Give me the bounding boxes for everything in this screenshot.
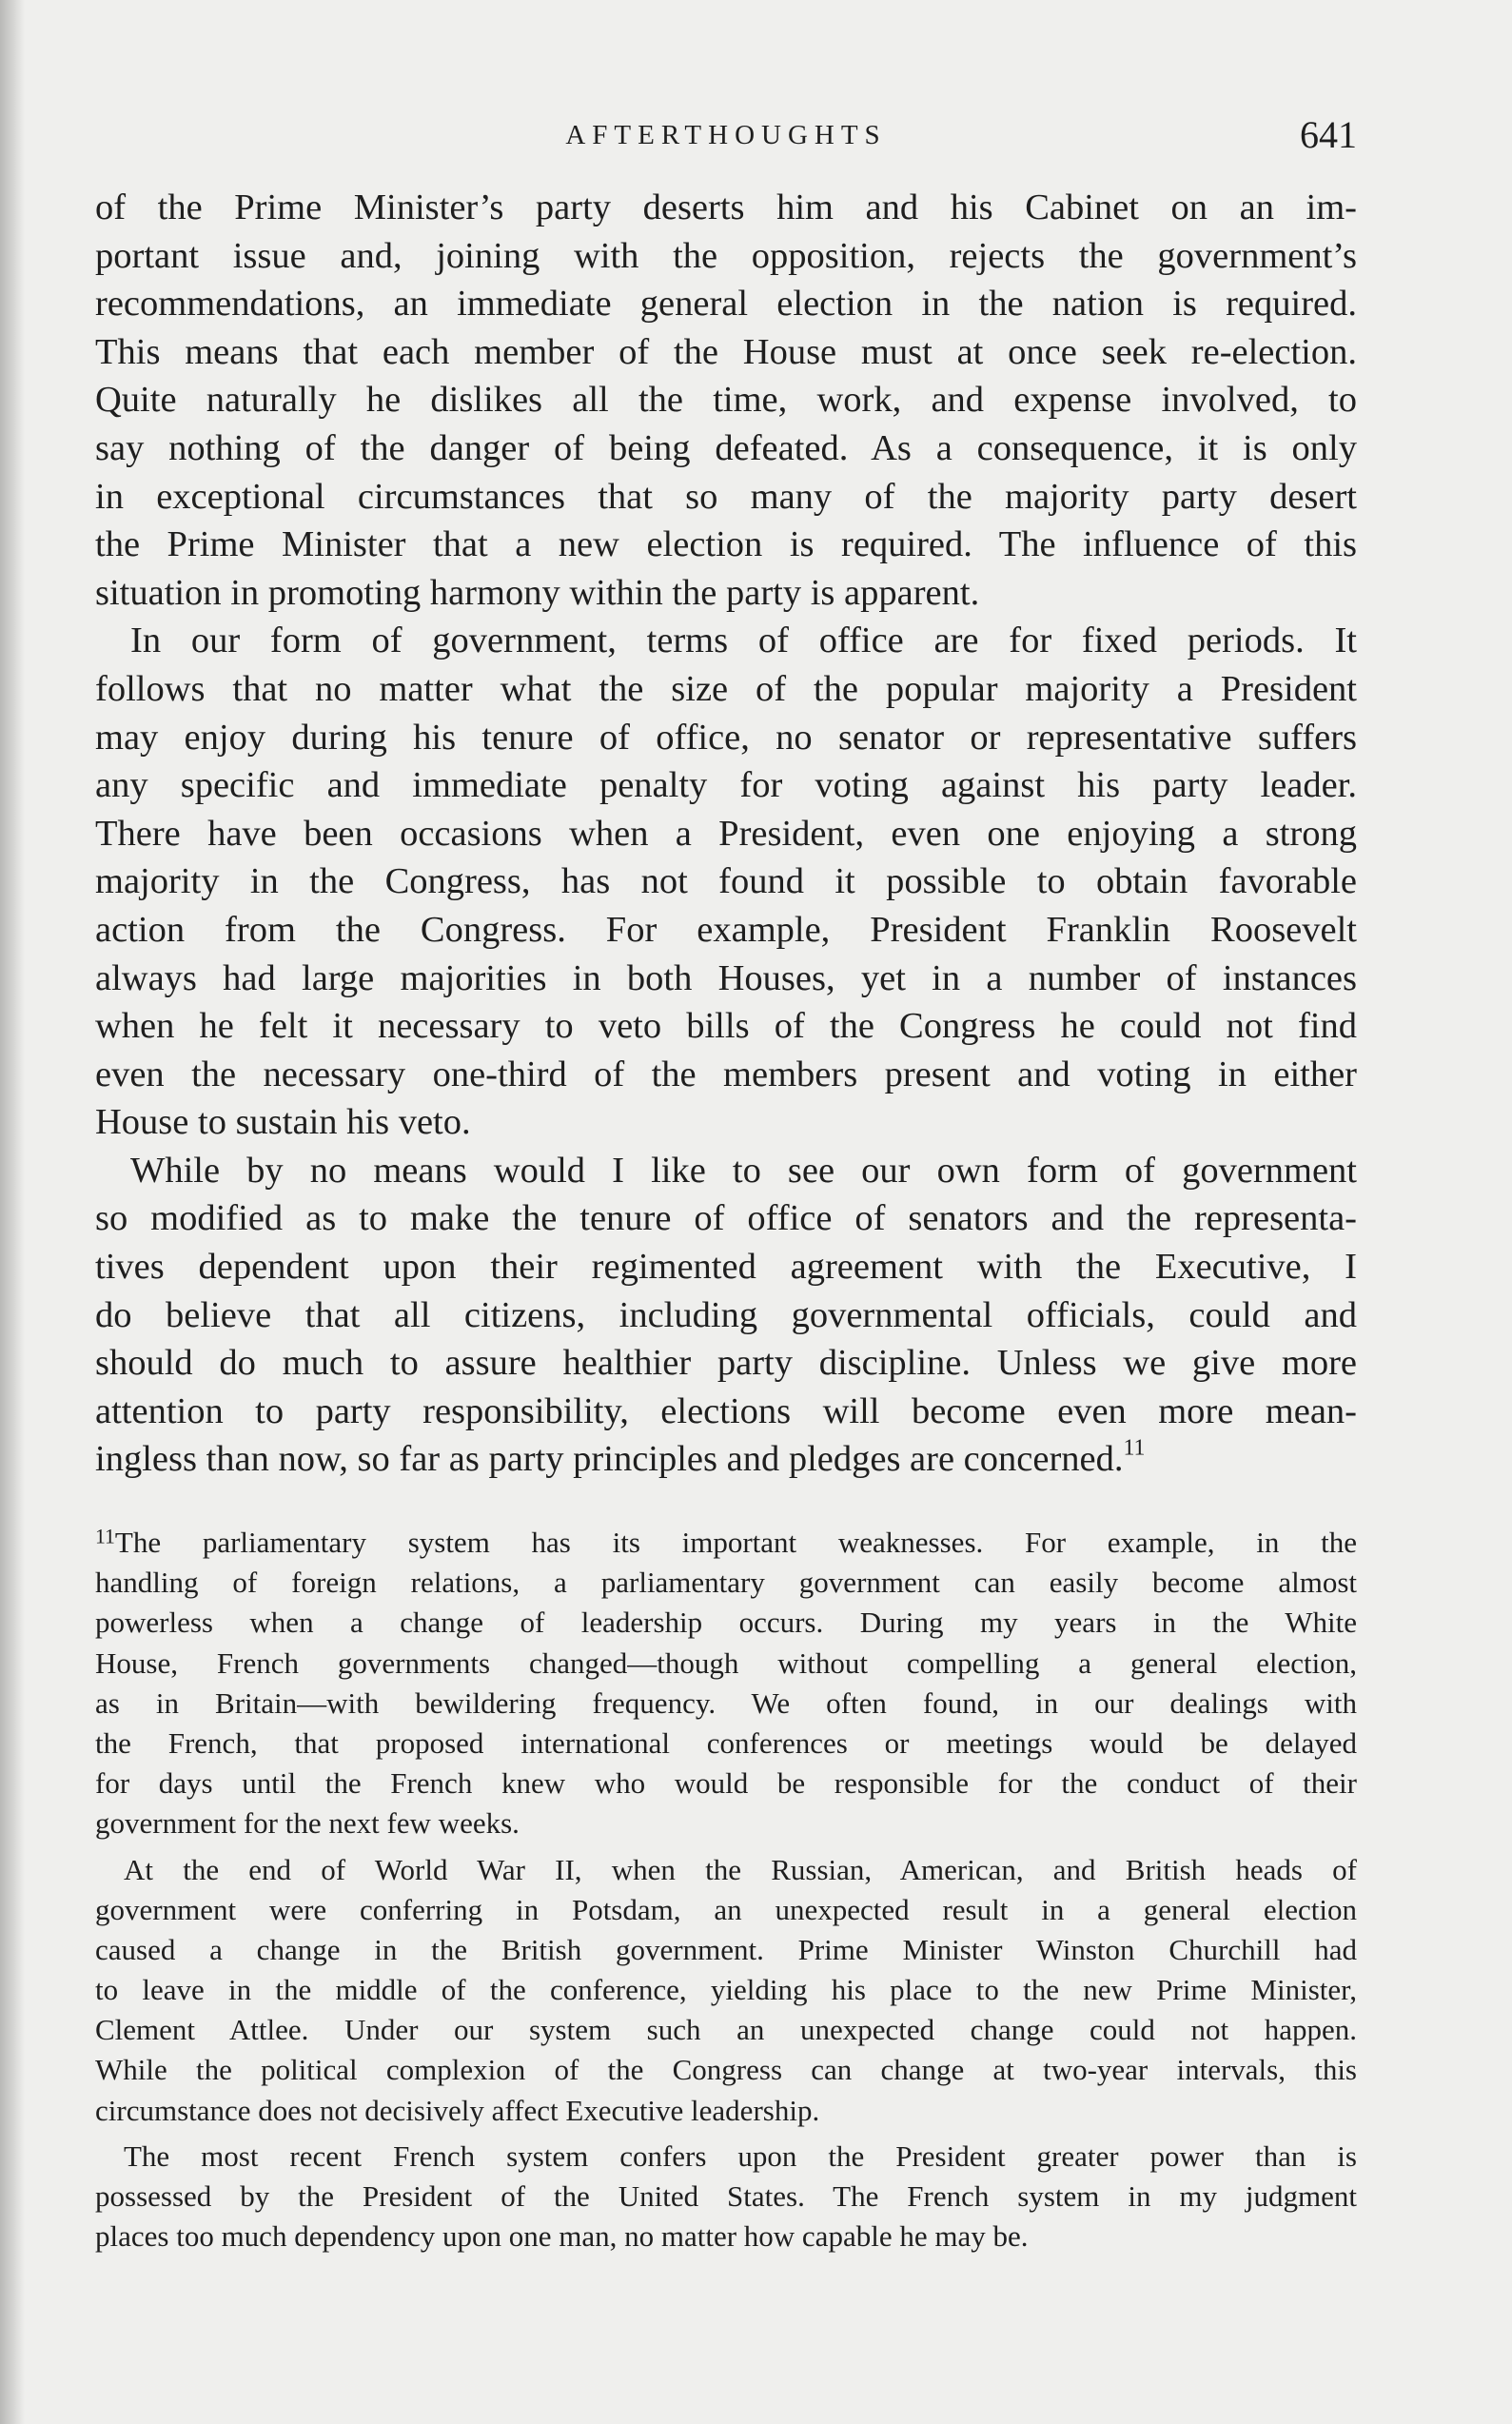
footnote-line bbox=[95, 1890, 1357, 1930]
footnote-line-text: to leave in the middle of the conference, yielding his place to the new Prime Minister, bbox=[95, 1973, 1357, 2007]
text-line: any specific and immediate penalty for voting against his party leader. bbox=[95, 765, 1357, 806]
body-text bbox=[95, 184, 1357, 1484]
text-line: There have been occasions when a President, even one enjoying a strong bbox=[95, 813, 1357, 854]
footnote-line-text: for days until the French knew who would be responsible for the conduct of their bbox=[95, 1766, 1357, 1801]
text-line: While by no means would I like to see our own form of government bbox=[130, 1150, 1357, 1191]
text-line: House to sustain his veto. bbox=[95, 1102, 471, 1143]
footnote-line-text: House, French governments changed—though without compelling a general election, bbox=[95, 1646, 1357, 1680]
footnote-line bbox=[95, 1644, 1357, 1684]
text-line: tives dependent upon their regimented agreement with the Executive, I bbox=[95, 1247, 1357, 1288]
footnote-line-text: handling of foreign relations, a parliamentary government can easily become almost bbox=[95, 1566, 1357, 1600]
running-title: AFTERTHOUGHTS bbox=[565, 120, 887, 150]
text-line: majority in the Congress, has not found it possible to obtain favorable bbox=[95, 861, 1357, 902]
text-line: so modified as to make the tenure of office of senators and the representa- bbox=[95, 1198, 1357, 1239]
footnote-line-text: Clement Attlee. Under our system such an unexpected change could not happen. bbox=[95, 2013, 1357, 2047]
text-line: when he felt it necessary to veto bills of the Congress he could not find bbox=[95, 1006, 1357, 1047]
footnote-line-text: government were conferring in Potsdam, an unexpected result in a general election bbox=[95, 1892, 1357, 1926]
footnote-line bbox=[95, 1970, 1357, 2010]
footnote-line bbox=[95, 2137, 1357, 2177]
footnote-line bbox=[95, 1724, 1357, 1764]
text-line: situation in promoting harmony within the party is apparent. bbox=[95, 572, 980, 613]
text-line: may enjoy during his tenure of office, no senator or representative suffers bbox=[95, 717, 1357, 758]
footnote-line bbox=[95, 1523, 1357, 1563]
footnote-paragraph bbox=[95, 1523, 1357, 1850]
footnotes bbox=[95, 1523, 1357, 2256]
footnote-line bbox=[95, 1603, 1357, 1643]
footnote-line-text: circumstance does not decisively affect Executive leadership. bbox=[95, 2093, 820, 2127]
footnote-paragraph bbox=[95, 1850, 1357, 2137]
footnote-line-text: government for the next few weeks. bbox=[95, 1806, 520, 1841]
running-head bbox=[95, 112, 1357, 154]
body-paragraph bbox=[95, 184, 1357, 617]
footnote-line-text: powerless when a change of leadership occurs. During my years in the White bbox=[95, 1606, 1357, 1640]
footnote-line bbox=[95, 1930, 1357, 1970]
text-line: the Prime Minister that a new election is required. The influence of this bbox=[95, 524, 1357, 565]
footnote-line-text: places too much dependency upon one man, no matter how capable he may be. bbox=[95, 2219, 1029, 2254]
text-line: even the necessary one-third of the members present and voting in either bbox=[95, 1054, 1357, 1094]
text-line: say nothing of the danger of being defeated. As a consequence, it is only bbox=[95, 427, 1357, 468]
text-line: in exceptional circumstances that so many of the majority party desert bbox=[95, 476, 1357, 517]
footnote-paragraph bbox=[95, 2137, 1357, 2257]
footnote-line bbox=[95, 2177, 1357, 2217]
text-line: In our form of government, terms of office are for fixed periods. It bbox=[130, 621, 1357, 661]
footnote-line bbox=[95, 2217, 1357, 2256]
footnote-line bbox=[95, 1563, 1357, 1603]
footnote-line-text: At the end of World War II, when the Russian, American, and British heads of bbox=[124, 1852, 1357, 1886]
text-line: follows that no matter what the size of the popular majority a President bbox=[95, 668, 1357, 709]
footnote-line bbox=[95, 1684, 1357, 1724]
footnote-line bbox=[95, 2050, 1357, 2090]
footnote-line-text: The parliamentary system has its important weaknesses. For example, in the bbox=[114, 1526, 1357, 1559]
text-line: recommendations, an immediate general election in the nation is required. bbox=[95, 284, 1357, 325]
footnote-line-text: caused a change in the British government. Prime Minister Winston Churchill had bbox=[95, 1932, 1357, 1966]
body-paragraph bbox=[95, 1147, 1357, 1484]
footnote-line bbox=[95, 2091, 1357, 2131]
page-number: 641 bbox=[1300, 113, 1357, 156]
footnote-line-text: possessed by the President of the United States. The French system in my judgment bbox=[95, 2179, 1357, 2213]
text-line: always had large majorities in both Houses, yet in a number of instances bbox=[95, 957, 1357, 998]
text-line: Quite naturally he dislikes all the time, work, and expense involved, to bbox=[95, 380, 1357, 421]
text-line: of the Prime Minister’s party deserts him and his Cabinet on an im- bbox=[95, 187, 1357, 227]
text-line: ingless than now, so far as party principles and pledges are concerned.$^{11}$ bbox=[95, 1435, 1146, 1480]
footnote-line-text: as in Britain—with bewildering frequency. We often found, in our dealings with bbox=[95, 1685, 1357, 1720]
text-line: should do much to assure healthier party discipline. Unless we give more bbox=[95, 1343, 1357, 1384]
footnote-line bbox=[95, 2010, 1357, 2050]
footnote-line-text: the French, that proposed international conferences or meetings would be delayed bbox=[95, 1725, 1357, 1760]
footnote-line bbox=[95, 1764, 1357, 1803]
body-paragraph bbox=[95, 617, 1357, 1147]
text-line: attention to party responsibility, elections will become even more mean- bbox=[95, 1390, 1357, 1431]
text-line: do believe that all citizens, including governmental officials, could and bbox=[95, 1294, 1357, 1335]
text-line: This means that each member of the House must at once seek re-election. bbox=[95, 331, 1357, 372]
footnote-line bbox=[95, 1850, 1357, 1890]
footnote-line-text: The most recent French system confers upon the President greater power than is bbox=[124, 2138, 1357, 2173]
text-line: action from the Congress. For example, President Franklin Roosevelt bbox=[95, 909, 1357, 950]
book-gutter-shadow bbox=[0, 0, 25, 2424]
footnote-reference[interactable]: 11 bbox=[1123, 1435, 1146, 1461]
footnote-marker: 11 bbox=[95, 1525, 115, 1548]
footnote-line bbox=[95, 1803, 1357, 1843]
footnote-line-text: While the political complexion of the Congress can change at two-year intervals, this bbox=[95, 2053, 1357, 2087]
text-line: portant issue and, joining with the opposition, rejects the government’s bbox=[95, 235, 1357, 276]
